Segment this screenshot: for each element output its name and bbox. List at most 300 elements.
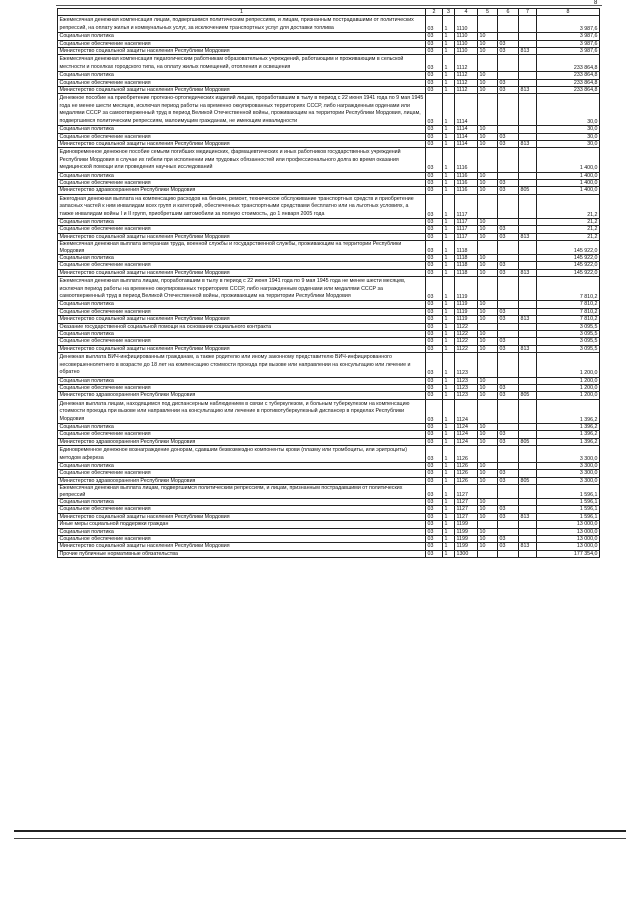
cell-name: Министерство социальной защиты населения Республики Мордовия [58, 269, 426, 276]
cell-c2: 03 [426, 277, 443, 301]
table-row [58, 423, 600, 430]
cell-c2: 03 [426, 470, 443, 477]
cell-name: Социальная политика [58, 331, 426, 338]
cell-c6 [498, 277, 519, 301]
table-row [58, 536, 600, 543]
cell-c4: 1124 [455, 399, 478, 423]
cell-c6: 03 [498, 470, 519, 477]
table-row [58, 87, 600, 94]
table-row [58, 40, 600, 47]
cell-c2: 03 [426, 241, 443, 255]
cell-c5 [478, 16, 498, 33]
cell-c7: 813 [519, 345, 537, 352]
cell-c2: 03 [426, 94, 443, 126]
cell-amount: 1 200,0 [537, 353, 600, 377]
cell-c4: 1118 [455, 241, 478, 255]
cell-c3: 1 [443, 308, 455, 315]
cell-c5: 10 [478, 262, 498, 269]
cell-c5: 10 [478, 528, 498, 535]
cell-c4: 1112 [455, 87, 478, 94]
cell-c5: 10 [478, 255, 498, 262]
cell-c6 [498, 255, 519, 262]
cell-c2: 03 [426, 16, 443, 33]
cell-amount: 233 864,8 [537, 55, 600, 72]
table-row [58, 331, 600, 338]
cell-c5: 10 [478, 226, 498, 233]
header-col-7: 7 [519, 9, 537, 16]
cell-c7 [519, 470, 537, 477]
cell-c3: 1 [443, 126, 455, 133]
cell-c3: 1 [443, 438, 455, 445]
cell-c7: 813 [519, 140, 537, 147]
cell-name: Социальное обеспечение населения [58, 40, 426, 47]
cell-c3: 1 [443, 269, 455, 276]
table-row [58, 353, 600, 377]
table-row [58, 72, 600, 79]
cell-name: Социальная политика [58, 72, 426, 79]
cell-c4: 1112 [455, 79, 478, 86]
cell-c5: 10 [478, 133, 498, 140]
table-row [58, 384, 600, 391]
cell-name: Социальная политика [58, 499, 426, 506]
cell-amount: 3 987,6 [537, 48, 600, 55]
cell-c5: 10 [478, 40, 498, 47]
table-row [58, 241, 600, 255]
cell-c3: 1 [443, 485, 455, 499]
table-row [58, 543, 600, 550]
cell-c2: 03 [426, 87, 443, 94]
cell-amount: 1 596,1 [537, 506, 600, 513]
cell-amount: 233 864,8 [537, 79, 600, 86]
cell-c7 [519, 550, 537, 557]
cell-c4: 1117 [455, 218, 478, 225]
cell-c2: 03 [426, 79, 443, 86]
cell-c2: 03 [426, 528, 443, 535]
cell-c3: 1 [443, 301, 455, 308]
table-row [58, 140, 600, 147]
cell-c5: 10 [478, 33, 498, 40]
cell-amount: 145 922,0 [537, 262, 600, 269]
cell-name: Социальное обеспечение населения [58, 226, 426, 233]
cell-c7 [519, 133, 537, 140]
table-body [58, 16, 600, 558]
cell-c3: 1 [443, 172, 455, 179]
cell-c7: 813 [519, 513, 537, 520]
cell-amount: 1 396,2 [537, 423, 600, 430]
cell-c4: 1126 [455, 470, 478, 477]
cell-c6: 03 [498, 513, 519, 520]
cell-c7 [519, 55, 537, 72]
cell-amount: 1 596,1 [537, 513, 600, 520]
cell-c5 [478, 446, 498, 463]
cell-c3: 1 [443, 79, 455, 86]
cell-c3: 1 [443, 72, 455, 79]
cell-name: Министерство социальной защиты населения Республики Мордовия [58, 87, 426, 94]
cell-c4: 1126 [455, 477, 478, 484]
cell-c2: 03 [426, 40, 443, 47]
cell-name: Ежемесячная денежная выплата лицам, проработавшим в тылу в период с 22 июня 1941 года по 9 мая 1945 года не менее шести месяцев, исключая период работы на временно оккупированных территориях СССР, либо награжденным орденами или медалями СССР за самоотверженный труд в период Великой Отечественной войны, проживающим на территории Республики Мордовия [58, 277, 426, 301]
cell-c4: 1199 [455, 528, 478, 535]
cell-c5 [478, 194, 498, 218]
cell-c7: 813 [519, 48, 537, 55]
cell-name: Социальное обеспечение населения [58, 179, 426, 186]
cell-name: Социальное обеспечение населения [58, 262, 426, 269]
cell-c3: 1 [443, 506, 455, 513]
cell-c2: 03 [426, 392, 443, 399]
cell-amount: 3 095,5 [537, 338, 600, 345]
cell-c5: 10 [478, 384, 498, 391]
cell-name: Денежная выплата лицам, находящимся под диспансерным наблюдением в связи с туберкулезом, и больным туберкулезом на компенсацию стоимости проезда при вызове или направлении на консультацию или лечение в противотуберкулезный диспансер в пределах Республики Мордовия [58, 399, 426, 423]
cell-c2: 03 [426, 72, 443, 79]
cell-c2: 03 [426, 499, 443, 506]
cell-c6: 03 [498, 392, 519, 399]
cell-name: Единовременное денежное вознаграждение донорам, сдавшим безвозмездно компоненты крови (плазму или тромбоциты, или эритроциты) методом афереза [58, 446, 426, 463]
cell-c5: 10 [478, 233, 498, 240]
cell-c2: 03 [426, 179, 443, 186]
cell-c4: 1119 [455, 301, 478, 308]
table-row [58, 377, 600, 384]
cell-c7 [519, 226, 537, 233]
cell-c5: 10 [478, 79, 498, 86]
cell-amount: 233 864,8 [537, 72, 600, 79]
cell-c6: 03 [498, 316, 519, 323]
cell-c2: 03 [426, 345, 443, 352]
cell-c6 [498, 331, 519, 338]
cell-amount: 3 300,0 [537, 470, 600, 477]
cell-c4: 1116 [455, 179, 478, 186]
cell-c3: 1 [443, 33, 455, 40]
table-row [58, 194, 600, 218]
cell-c2: 03 [426, 133, 443, 140]
cell-c7: 813 [519, 269, 537, 276]
cell-c7 [519, 528, 537, 535]
cell-c6 [498, 241, 519, 255]
cell-c3: 1 [443, 331, 455, 338]
table-row [58, 521, 600, 528]
cell-c2: 03 [426, 431, 443, 438]
cell-c7 [519, 353, 537, 377]
cell-name: Социальная политика [58, 301, 426, 308]
cell-c6: 03 [498, 140, 519, 147]
cell-c4: 1123 [455, 384, 478, 391]
cell-c5: 10 [478, 543, 498, 550]
cell-c5: 10 [478, 308, 498, 315]
cell-c7 [519, 148, 537, 172]
cell-name: Социальное обеспечение населения [58, 470, 426, 477]
cell-c4: 1127 [455, 499, 478, 506]
cell-c2: 03 [426, 377, 443, 384]
cell-c6 [498, 55, 519, 72]
cell-c7 [519, 499, 537, 506]
cell-c4: 1127 [455, 485, 478, 499]
cell-c6: 03 [498, 431, 519, 438]
cell-c2: 03 [426, 301, 443, 308]
cell-c7 [519, 94, 537, 126]
cell-c4: 1117 [455, 194, 478, 218]
cell-c2: 03 [426, 126, 443, 133]
cell-c6 [498, 499, 519, 506]
cell-c5: 10 [478, 179, 498, 186]
table-row [58, 308, 600, 315]
cell-c6: 03 [498, 40, 519, 47]
cell-amount: 1 200,0 [537, 384, 600, 391]
cell-c7 [519, 485, 537, 499]
cell-c6 [498, 126, 519, 133]
cell-name: Министерство социальной защиты населения Республики Мордовия [58, 140, 426, 147]
cell-c4: 1300 [455, 550, 478, 557]
cell-c4: 1123 [455, 392, 478, 399]
cell-name: Министерство социальной защиты населения Республики Мордовия [58, 345, 426, 352]
cell-c3: 1 [443, 392, 455, 399]
table-row [58, 255, 600, 262]
cell-c7: 813 [519, 87, 537, 94]
cell-c2: 03 [426, 233, 443, 240]
cell-amount: 21,2 [537, 218, 600, 225]
cell-c3: 1 [443, 48, 455, 55]
cell-amount: 3 987,6 [537, 33, 600, 40]
cell-amount: 3 095,5 [537, 345, 600, 352]
cell-amount: 13 000,0 [537, 528, 600, 535]
cell-amount: 145 922,0 [537, 255, 600, 262]
cell-c6 [498, 16, 519, 33]
cell-c3: 1 [443, 446, 455, 463]
table-row [58, 33, 600, 40]
cell-c4: 1118 [455, 269, 478, 276]
table-header-row [58, 9, 600, 16]
table-row [58, 513, 600, 520]
cell-c5: 10 [478, 462, 498, 469]
cell-c3: 1 [443, 262, 455, 269]
table-row [58, 172, 600, 179]
cell-c3: 1 [443, 323, 455, 330]
cell-amount: 7 810,2 [537, 308, 600, 315]
cell-amount: 1 596,1 [537, 485, 600, 499]
cell-c3: 1 [443, 241, 455, 255]
cell-c7: 813 [519, 316, 537, 323]
table-row [58, 316, 600, 323]
cell-amount: 145 922,0 [537, 269, 600, 276]
table-row [58, 233, 600, 240]
cell-c3: 1 [443, 218, 455, 225]
cell-name: Министерство социальной защиты населения Республики Мордовия [58, 48, 426, 55]
cell-amount: 1 400,0 [537, 172, 600, 179]
cell-c2: 03 [426, 218, 443, 225]
cell-c6: 03 [498, 543, 519, 550]
table-row [58, 218, 600, 225]
cell-c6: 03 [498, 79, 519, 86]
cell-c3: 1 [443, 148, 455, 172]
cell-c7 [519, 384, 537, 391]
cell-c3: 1 [443, 94, 455, 126]
cell-c4: 1199 [455, 543, 478, 550]
cell-c6 [498, 462, 519, 469]
cell-c7 [519, 40, 537, 47]
cell-c4: 1110 [455, 33, 478, 40]
cell-c6: 03 [498, 226, 519, 233]
cell-c7 [519, 462, 537, 469]
cell-c4: 1116 [455, 187, 478, 194]
cell-name: Министерство здравоохранения Республики Мордовия [58, 187, 426, 194]
cell-amount: 1 396,2 [537, 431, 600, 438]
cell-c4: 1117 [455, 233, 478, 240]
cell-c5: 10 [478, 87, 498, 94]
cell-name: Социальное обеспечение населения [58, 308, 426, 315]
cell-c3: 1 [443, 470, 455, 477]
cell-c5: 10 [478, 140, 498, 147]
table-row [58, 301, 600, 308]
cell-c2: 03 [426, 172, 443, 179]
cell-c6 [498, 172, 519, 179]
cell-c3: 1 [443, 338, 455, 345]
cell-c6: 03 [498, 438, 519, 445]
cell-amount: 30,0 [537, 133, 600, 140]
cell-name: Ежегодная денежная выплата на компенсацию расходов на бензин, ремонт, техническое обслуживание транспортных средств и приобретение запасных частей к ним инвалидам всех групп и категорий, обеспеченных транспортными средствами бесплатно или на льготных условиях, а также инвалидам войны I и II групп, приобретшим автомобили за полную стоимость, до 1 января 2005 года [58, 194, 426, 218]
cell-c4: 1117 [455, 226, 478, 233]
cell-name: Социальная политика [58, 255, 426, 262]
page-number: 8 [594, 0, 598, 6]
table-row [58, 470, 600, 477]
cell-name: Социальная политика [58, 33, 426, 40]
cell-amount: 21,2 [537, 194, 600, 218]
cell-name: Министерство социальной защиты населения Республики Мордовия [58, 543, 426, 550]
cell-c5: 10 [478, 431, 498, 438]
cell-c7 [519, 79, 537, 86]
cell-c5: 10 [478, 172, 498, 179]
cell-c3: 1 [443, 423, 455, 430]
cell-c6: 03 [498, 269, 519, 276]
cell-name: Социальное обеспечение населения [58, 431, 426, 438]
cell-amount: 3 095,5 [537, 331, 600, 338]
cell-c6: 03 [498, 536, 519, 543]
cell-amount: 1 596,1 [537, 499, 600, 506]
table-row [58, 277, 600, 301]
cell-name: Социальное обеспечение населения [58, 506, 426, 513]
table-row [58, 48, 600, 55]
cell-c5: 10 [478, 48, 498, 55]
cell-c4: 1126 [455, 446, 478, 463]
cell-c6 [498, 423, 519, 430]
cell-amount: 3 300,0 [537, 477, 600, 484]
cell-c3: 1 [443, 87, 455, 94]
cell-name: Единовременное денежное пособие семьям погибших медицинских, фармацевтических и иных работников государственных учреждений Республики Мордовия в случае их гибели при исполнении ими трудовых обязанностей или профессионального долга во время оказания медицинской помощи или проведения научных исследований [58, 148, 426, 172]
cell-c7 [519, 536, 537, 543]
cell-c2: 03 [426, 194, 443, 218]
table-row [58, 431, 600, 438]
cell-c3: 1 [443, 543, 455, 550]
cell-amount: 3 987,6 [537, 16, 600, 33]
cell-c5: 10 [478, 377, 498, 384]
cell-c3: 1 [443, 521, 455, 528]
table-row [58, 94, 600, 126]
cell-c4: 1199 [455, 521, 478, 528]
cell-c2: 03 [426, 269, 443, 276]
cell-c5 [478, 277, 498, 301]
cell-c4: 1122 [455, 345, 478, 352]
cell-name: Денежное пособие на приобретение протезно-ортопедических изделий лицам, проработавшим в тылу в период с 22 июня 1941 года по 9 мая 1945 года не менее шести месяцев, исключая период работы на временно оккупированных территориях СССР, либо награжденным орденами или медалями СССР за самоотверженный труд в период Великой Отечественной войны, проживающим на территории Республики Мордовия, лицам, подвергшимся политическим репрессиям, малоимущим гражданам, не имеющим инвалидности [58, 94, 426, 126]
cell-name: Социальная политика [58, 462, 426, 469]
cell-amount: 7 810,2 [537, 277, 600, 301]
cell-c5: 10 [478, 316, 498, 323]
table-row [58, 16, 600, 33]
table-row [58, 179, 600, 186]
cell-c4: 1110 [455, 40, 478, 47]
table-row [58, 226, 600, 233]
cell-c7 [519, 262, 537, 269]
cell-c2: 03 [426, 187, 443, 194]
cell-c3: 1 [443, 550, 455, 557]
table-row [58, 392, 600, 399]
cell-c6 [498, 528, 519, 535]
cell-c2: 03 [426, 513, 443, 520]
cell-c6: 03 [498, 384, 519, 391]
cell-amount: 145 922,0 [537, 241, 600, 255]
cell-name: Ежемесячная денежная выплата лицам, подвергшимся политическим репрессиям, и лицам, признанным пострадавшими от политических репрессий [58, 485, 426, 499]
cell-c4: 1114 [455, 94, 478, 126]
cell-c5: 10 [478, 338, 498, 345]
cell-c7 [519, 323, 537, 330]
cell-c7 [519, 301, 537, 308]
cell-c7 [519, 521, 537, 528]
cell-c6 [498, 323, 519, 330]
cell-name: Социальное обеспечение населения [58, 384, 426, 391]
cell-c5 [478, 485, 498, 499]
cell-c6: 03 [498, 345, 519, 352]
cell-name: Прочие публичные нормативные обязательства [58, 550, 426, 557]
cell-c2: 03 [426, 148, 443, 172]
cell-c6 [498, 485, 519, 499]
cell-c5: 10 [478, 513, 498, 520]
header-col-3: 3 [443, 9, 455, 16]
cell-name: Социальное обеспечение населения [58, 133, 426, 140]
cell-c6 [498, 399, 519, 423]
cell-c6 [498, 194, 519, 218]
cell-c7 [519, 255, 537, 262]
cell-c5 [478, 399, 498, 423]
cell-c3: 1 [443, 353, 455, 377]
cell-amount: 1 400,0 [537, 148, 600, 172]
cell-c4: 1116 [455, 172, 478, 179]
table-row [58, 133, 600, 140]
cell-c7 [519, 72, 537, 79]
cell-name: Ежемесячная денежная компенсация лицам, подвергшимся политическим репрессиям, и лицам, признанным пострадавшими от политических репрессий, на оплату жилья и коммунальных услуг, за исключением транспортных услуг для доставки топлива [58, 16, 426, 33]
cell-name: Министерство социальной защиты населения Республики Мордовия [58, 233, 426, 240]
cell-c6 [498, 521, 519, 528]
cell-c7 [519, 399, 537, 423]
footer-rule [14, 830, 626, 832]
cell-c4: 1122 [455, 338, 478, 345]
cell-amount: 3 987,6 [537, 40, 600, 47]
cell-c5: 10 [478, 72, 498, 79]
cell-c3: 1 [443, 140, 455, 147]
cell-c5: 10 [478, 187, 498, 194]
cell-c6: 03 [498, 477, 519, 484]
cell-c3: 1 [443, 536, 455, 543]
cell-amount: 177 354,0 [537, 550, 600, 557]
cell-c7 [519, 172, 537, 179]
cell-name: Ежемесячная денежная выплата ветеранам труда, военной службы и государственной службы, проживающим на территории Республики Мордовия [58, 241, 426, 255]
cell-amount: 3 095,5 [537, 323, 600, 330]
table-row [58, 499, 600, 506]
cell-c2: 03 [426, 338, 443, 345]
cell-c6 [498, 301, 519, 308]
cell-c5 [478, 550, 498, 557]
cell-c7 [519, 277, 537, 301]
cell-name: Оказание государственной социальной помощи на основании социального контракта [58, 323, 426, 330]
cell-name: Социальная политика [58, 218, 426, 225]
table-row [58, 446, 600, 463]
table-row [58, 269, 600, 276]
cell-c5 [478, 55, 498, 72]
